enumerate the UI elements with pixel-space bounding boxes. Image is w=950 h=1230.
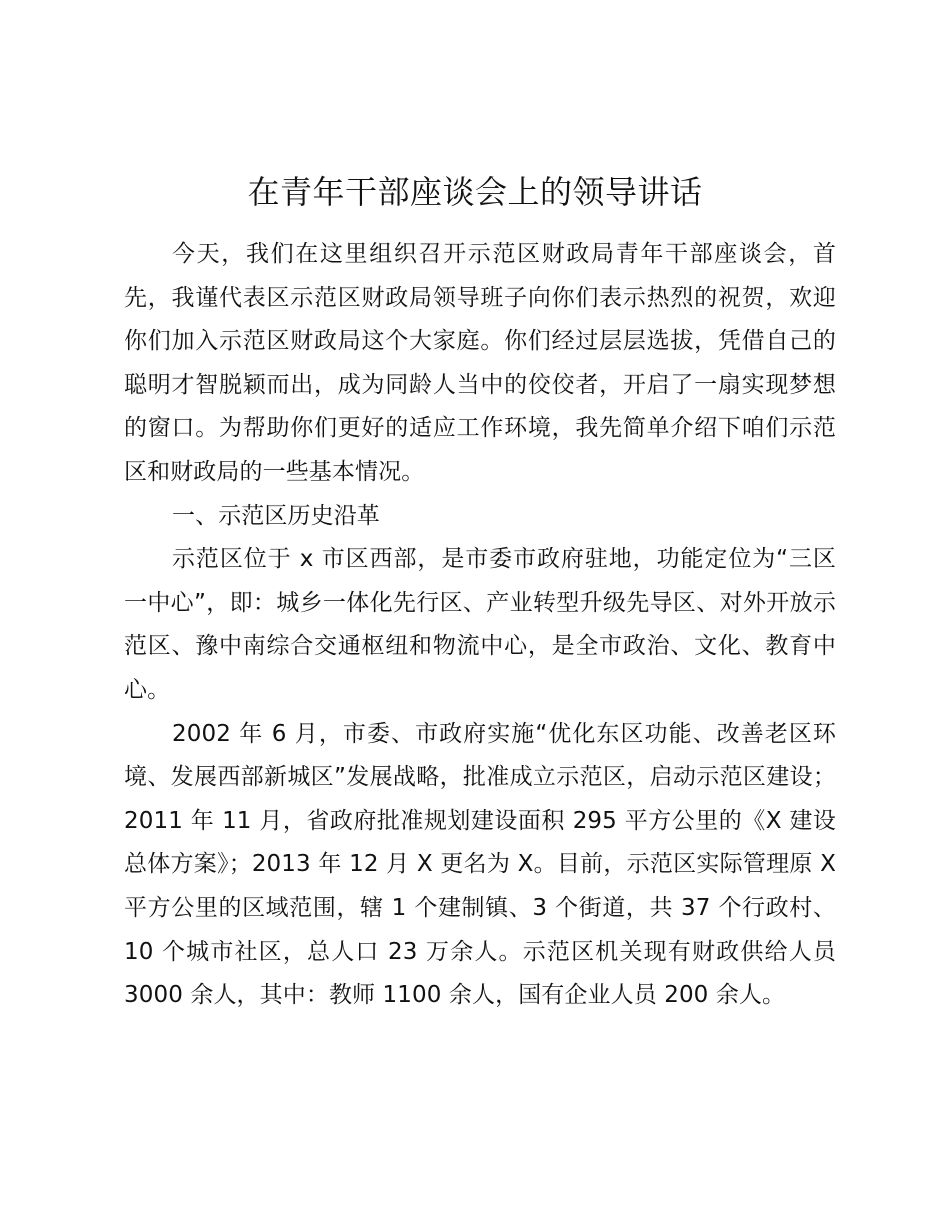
document-body <box>124 233 836 1018</box>
section-heading-history: 一、示范区历史沿革 <box>172 502 380 529</box>
document-title: 在青年干部座谈会上的领导讲话 <box>247 173 703 211</box>
paragraph-location: 示范区位于 x 市区西部，是市委市政府驻地，功能定位为“三区一中心”，即：城乡一体化先行区、产业转型升级先导区、对外开放示范区、豫中南综合交通枢纽和物流中心，是全市政治、文化、教育中心。 <box>124 546 836 703</box>
paragraph-opening: 今天，我们在这里组织召开示范区财政局青年干部座谈会，首先，我谨代表区示范区财政局领导班子向你们表示热烈的祝贺，欢迎你们加入示范区财政局这个大家庭。你们经过层层选拔，凭借自己的聪明才智脱颖而出，成为同龄人当中的佼佼者，开启了一扇实现梦想的窗口。为帮助你们更好的适应工作环境，我先简单介绍下咱们示范区和财政局的一些基本情况。 <box>124 241 836 485</box>
paragraph-history: 2002 年 6 月，市委、市政府实施“优化东区功能、改善老区环境、发展西部新城区”发展战略，批准成立示范区，启动示范区建设；2011 年 11 月，省政府批准规划建设面积 295 平方公里的《X 建设总体方案》；2013 年 12 月 X 更名为 X。目前，示范区实际管理原 X 平方公里的区域范围，辖 1 个建制镇、3 个街道，共 37 个行政村、10 个城市社区，总人口 23 万余人。示范区机关现有财政供给人员 3000 余人，其中：教师 1100 余人，国有企业人员 200 余人。 <box>124 720 836 1009</box>
